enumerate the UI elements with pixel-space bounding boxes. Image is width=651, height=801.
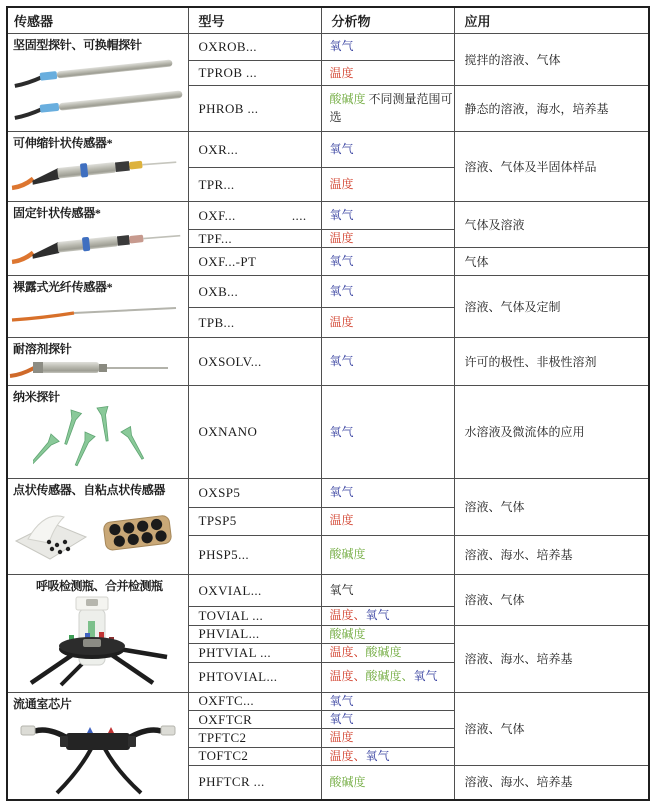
fixed-needle-sensor-image	[8, 222, 183, 270]
col-header-model: 型号	[188, 7, 321, 34]
application-cell: 气体及溶液	[454, 202, 649, 248]
application-cell: 水溶液及微流体的应用	[454, 386, 649, 479]
sensor-cell	[7, 276, 188, 338]
model-cell: TPSP5	[188, 507, 321, 535]
sensor-catalog-table	[6, 6, 650, 801]
analyte-cell	[321, 248, 454, 276]
header-row	[7, 7, 649, 34]
sensor-name: 呼吸检测瓶、合并检测瓶	[35, 579, 163, 594]
nano-probe-image	[33, 406, 163, 478]
sensor-cell	[7, 479, 188, 575]
model-cell: OXVIAL...	[188, 575, 321, 607]
bare-fiber-sensor-image	[8, 296, 183, 330]
rugged-probes-image	[8, 54, 183, 126]
sensor-cell	[7, 692, 188, 800]
model-cell: OXB...	[188, 276, 321, 308]
analyte-ph: 酸碱度	[329, 626, 366, 641]
sensor-name: 裸露式光纤传感器*	[13, 280, 113, 295]
sensor-spots-image	[8, 507, 183, 569]
respiration-vials-image	[23, 595, 173, 687]
model-cell: TPFTC2	[188, 729, 321, 747]
analyte-cell	[321, 202, 454, 230]
analyte-temp: 温度	[329, 176, 354, 191]
model-cell: PHVIAL...	[188, 625, 321, 643]
analyte-cell	[321, 34, 454, 61]
model-cell: TPR...	[188, 168, 321, 202]
model-cell: PHSP5...	[188, 535, 321, 575]
analyte-cell	[321, 692, 454, 710]
analyte-ox: 氧气	[329, 693, 354, 708]
application-cell: 溶液、气体及半固体样品	[454, 132, 649, 202]
application-cell: 溶液、气体	[454, 692, 649, 766]
application-cell: 溶液、气体	[454, 479, 649, 535]
analyte-cell	[321, 535, 454, 575]
analyte-temp: 温度	[329, 231, 354, 245]
model-cell: OXNANO	[188, 386, 321, 479]
analyte-ox: 氧气	[329, 485, 354, 500]
sensor-name: 点状传感器、自粘点状传感器	[13, 483, 166, 498]
model-cell: TOVIAL ...	[188, 607, 321, 625]
analyte-temp: 温度	[329, 730, 354, 745]
application-cell: 静态的溶液，海水，培养基	[454, 86, 649, 132]
analyte-ox: 氧气	[329, 424, 354, 439]
analyte-cell	[321, 61, 454, 86]
model-cell: TPROB ...	[188, 61, 321, 86]
application-cell: 溶液、气体及定制	[454, 276, 649, 338]
model-cell: OXFTCR	[188, 710, 321, 728]
analyte-cell	[321, 338, 454, 386]
table-row	[7, 338, 649, 386]
model-cell	[188, 202, 321, 230]
analyte-cell	[321, 729, 454, 747]
model-cell: PHROB ...	[188, 86, 321, 132]
analyte-cell	[321, 479, 454, 507]
analyte-ph: 酸碱度	[329, 547, 366, 562]
analyte-temp: 温度	[329, 315, 354, 330]
analyte-cell	[321, 132, 454, 168]
analyte-ox: 氧气	[329, 711, 354, 726]
analyte-plain: 氧气	[329, 583, 354, 598]
table-row	[7, 692, 649, 710]
analyte-temp: 温度	[329, 513, 354, 528]
model-code-extra: ....	[291, 207, 307, 223]
analyte-ox: 氧气	[329, 207, 354, 222]
col-header-analyte: 分析物	[321, 7, 454, 34]
model-cell: TOFTC2	[188, 747, 321, 765]
analyte-cell	[321, 276, 454, 308]
analyte-ox: 氧气	[365, 748, 390, 763]
analyte-cell	[321, 644, 454, 662]
analyte-plain: 不同测量范围可选	[329, 92, 453, 124]
table-row	[7, 479, 649, 507]
col-header-application: 应用	[454, 7, 649, 34]
analyte-cell	[321, 386, 454, 479]
model-cell: OXSP5	[188, 479, 321, 507]
model-cell: TPF...	[188, 230, 321, 248]
analyte-ox: 氧气	[413, 669, 438, 684]
analyte-temp: 温度、	[329, 748, 366, 763]
analyte-ox: 氧气	[329, 39, 354, 54]
table-row	[7, 34, 649, 61]
analyte-cell	[321, 168, 454, 202]
sensor-cell	[7, 34, 188, 132]
solvent-probe-image	[8, 358, 183, 380]
analyte-temp: 温度、	[329, 608, 366, 623]
sensor-cell	[7, 132, 188, 202]
flow-cell-image	[13, 713, 183, 795]
analyte-temp: 温度、	[329, 669, 366, 684]
table-row	[7, 575, 649, 607]
model-cell: OXSOLV...	[188, 338, 321, 386]
model-cell: PHTOVIAL...	[188, 662, 321, 692]
sensor-name: 可伸缩针状传感器*	[13, 136, 113, 150]
model-cell: OXF...-PT	[188, 248, 321, 276]
sensor-name: 坚固型探针、可换帽探针	[13, 38, 142, 52]
analyte-cell	[321, 662, 454, 692]
application-cell: 溶液、海水、培养基	[454, 766, 649, 800]
analyte-cell	[321, 308, 454, 338]
sensor-cell	[7, 575, 188, 692]
analyte-cell	[321, 710, 454, 728]
application-cell: 许可的极性、非极性溶剂	[454, 338, 649, 386]
application-cell: 溶液、海水、培养基	[454, 535, 649, 575]
sensor-name: 固定针状传感器*	[13, 206, 101, 220]
table-row	[7, 386, 649, 479]
application-cell: 溶液、气体	[454, 575, 649, 625]
sensor-cell	[7, 338, 188, 386]
model-cell: TPB...	[188, 308, 321, 338]
analyte-cell	[321, 507, 454, 535]
table-row	[7, 132, 649, 168]
analyte-cell	[321, 86, 454, 132]
analyte-ph: 酸碱度	[329, 92, 366, 107]
sensor-cell	[7, 202, 188, 276]
analyte-ox: 氧气	[329, 254, 354, 269]
table-row	[7, 202, 649, 230]
application-cell: 搅拌的溶液、气体	[454, 34, 649, 86]
model-cell: OXROB...	[188, 34, 321, 61]
analyte-ox: 氧气	[329, 284, 354, 299]
analyte-cell	[321, 607, 454, 625]
analyte-temp: 温度、	[329, 645, 366, 660]
analyte-ox: 氧气	[365, 608, 390, 623]
analyte-ox: 氧气	[329, 354, 354, 369]
application-cell: 溶液、海水、培养基	[454, 625, 649, 692]
table-row	[7, 276, 649, 308]
retractable-needle-sensor-image	[8, 152, 183, 196]
analyte-ox: 氧气	[329, 141, 354, 156]
model-code: OXF...	[198, 207, 236, 223]
sensor-name: 纳米探针	[13, 390, 60, 405]
analyte-cell	[321, 625, 454, 643]
col-header-sensor: 传感器	[7, 7, 188, 34]
sensor-name: 流通室芯片	[13, 696, 72, 711]
analyte-cell	[321, 575, 454, 607]
model-cell: OXFTC...	[188, 692, 321, 710]
analyte-ph: 酸碱度	[365, 645, 402, 660]
analyte-temp: 温度	[329, 65, 354, 80]
catalog-table-page	[6, 6, 650, 801]
sensor-cell	[7, 386, 188, 479]
sensor-name: 耐溶剂探针	[13, 342, 72, 357]
model-cell: PHFTCR ...	[188, 766, 321, 800]
analyte-cell	[321, 766, 454, 800]
analyte-ph: 酸碱度、	[365, 669, 414, 684]
application-cell: 气体	[454, 248, 649, 276]
model-cell: PHTVIAL ...	[188, 644, 321, 662]
model-cell: OXR...	[188, 132, 321, 168]
analyte-cell	[321, 230, 454, 248]
analyte-ph: 酸碱度	[329, 774, 366, 789]
